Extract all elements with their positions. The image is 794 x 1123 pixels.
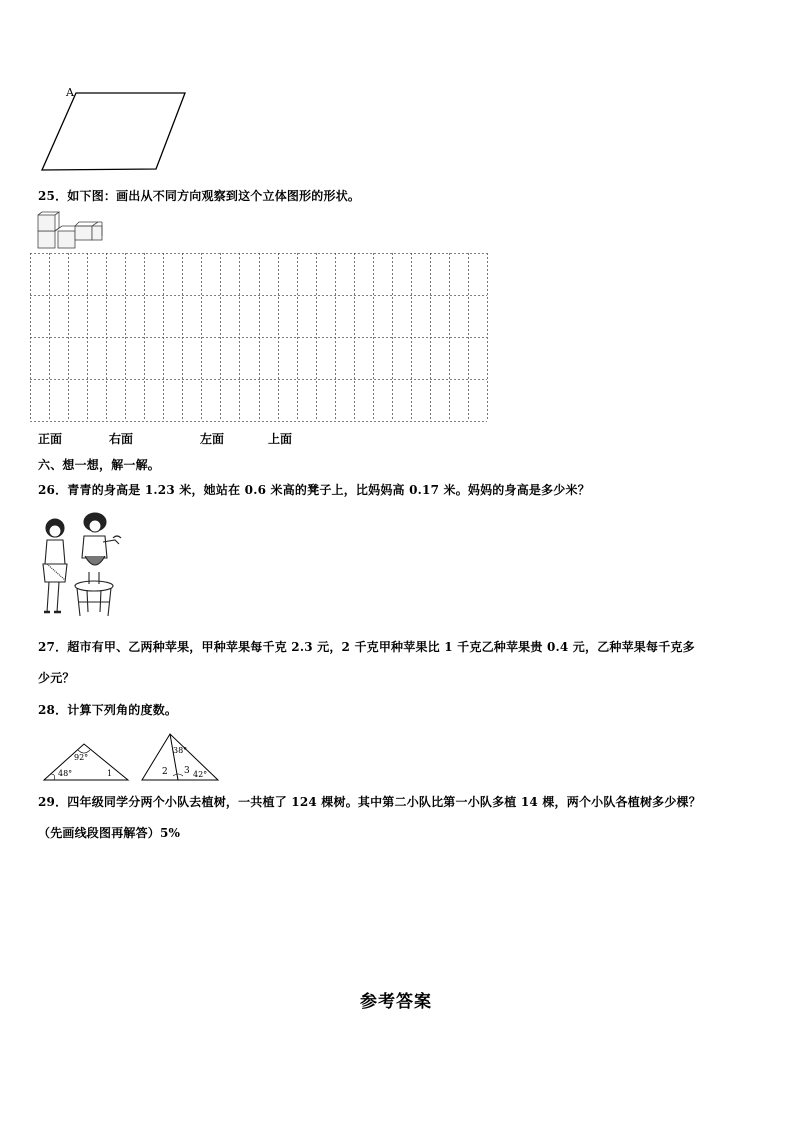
triangle-1-figure — [42, 742, 132, 782]
label-left-view: 左面 — [200, 432, 225, 446]
question-27-line1: 27．超市有甲、乙两种苹果，甲种苹果每千克 2.3 元，2 千克甲种苹果比 1 千克乙种苹果贵 0.4 元，乙种苹果每千克多 — [38, 640, 695, 654]
triangle-1-left-angle: 48° — [58, 769, 73, 778]
question-29-line2: （先画线段图再解答）5% — [38, 826, 181, 840]
parallelogram-figure — [38, 82, 218, 172]
triangle-2-right-angle: 42° — [193, 770, 208, 779]
triangle-1-top-angle: 92° — [74, 753, 89, 762]
vertex-label-a: A — [66, 86, 74, 99]
label-top-view: 上面 — [268, 432, 293, 446]
triangle-2-angle-3: 3 — [184, 766, 190, 776]
triangle-2-angle-2: 2 — [162, 767, 168, 777]
triangle-2-top-angle: 38° — [173, 746, 188, 755]
label-front-view: 正面 — [38, 432, 63, 446]
label-right-view: 右面 — [109, 432, 134, 446]
answers-title: 参考答案 — [360, 992, 432, 1012]
section-6-title: 六、想一想，解一解。 — [38, 458, 161, 472]
drawing-grid[interactable] — [30, 253, 487, 421]
question-27-line2: 少元？ — [38, 671, 75, 685]
question-25: 25．如下图：画出从不同方向观察到这个立体图形的形状。 — [38, 189, 361, 203]
question-29-line1: 29．四年级同学分两个小队去植树，一共植了 124 棵树。其中第二小队比第一小队多植 14 棵，两个小队各植树多少棵？ — [38, 795, 701, 809]
cube-solid-figure — [38, 214, 108, 250]
question-28: 28．计算下列角的度数。 — [38, 703, 178, 717]
question-26: 26．青青的身高是 1.23 米，她站在 0.6 米高的凳子上，比妈妈高 0.17 米。妈妈的身高是多少米？ — [38, 483, 590, 497]
triangle-1-right-angle: 1 — [107, 769, 113, 778]
girl-on-stool-illustration — [35, 512, 125, 622]
